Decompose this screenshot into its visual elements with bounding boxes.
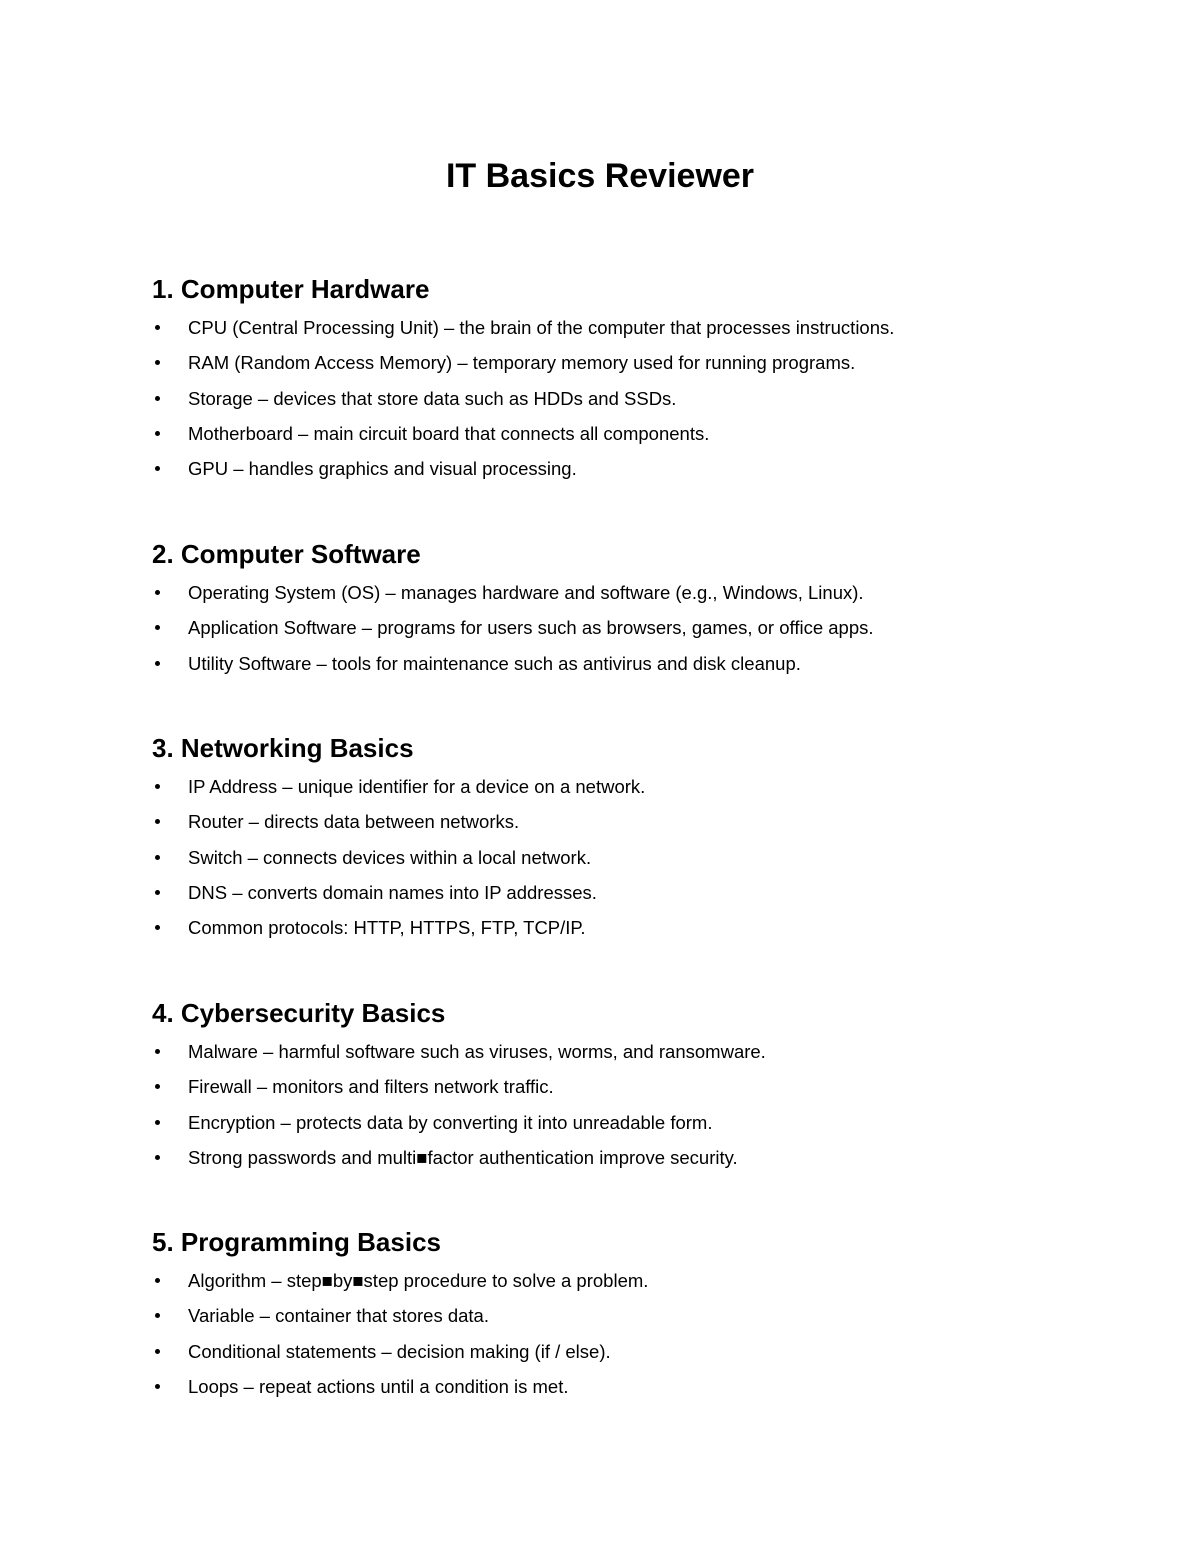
bullet-icon	[155, 1120, 160, 1125]
bullet-icon	[155, 1313, 160, 1318]
list-item-text: DNS – converts domain names into IP addresses.	[188, 881, 597, 903]
bullet-icon	[155, 1155, 160, 1160]
bullet-icon	[155, 396, 160, 401]
list-item	[152, 769, 1112, 804]
list-item	[152, 416, 1112, 451]
bullet-icon	[155, 325, 160, 330]
bullet-list	[152, 1034, 1112, 1175]
bullet-icon	[155, 661, 160, 666]
list-item-text: Strong passwords and multi■factor authentication improve security.	[188, 1146, 738, 1168]
section-networking-basics	[152, 731, 1112, 945]
list-item	[152, 381, 1112, 416]
bullet-icon	[155, 1384, 160, 1389]
list-item-text: CPU (Central Processing Unit) – the brain of the computer that processes instructions.	[188, 317, 895, 338]
bullet-icon	[155, 855, 160, 860]
section-heading: 4. Cybersecurity Basics	[152, 998, 446, 1028]
list-item-text: IP Address – unique identifier for a device on a network.	[188, 776, 646, 797]
list-item	[152, 840, 1112, 875]
bullet-icon	[155, 625, 160, 630]
list-item	[152, 1105, 1112, 1140]
bullet-icon	[155, 784, 160, 789]
list-item-text: Router – directs data between networks.	[188, 811, 520, 833]
list-item-text: GPU – handles graphics and visual processing.	[188, 458, 577, 480]
list-item	[152, 1369, 1112, 1404]
bullet-list	[152, 310, 1112, 486]
list-item	[152, 451, 1112, 486]
list-item	[152, 646, 1112, 681]
bullet-icon	[155, 431, 160, 436]
list-item-text: Common protocols: HTTP, HTTPS, FTP, TCP/IP.	[188, 917, 586, 939]
list-item-text: RAM (Random Access Memory) – temporary memory used for running programs.	[188, 352, 856, 374]
list-item	[152, 345, 1112, 380]
list-item-text: Conditional statements – decision making (if / else).	[188, 1340, 611, 1362]
list-item-text: Switch – connects devices within a local network.	[188, 846, 592, 868]
list-item	[152, 875, 1112, 910]
list-item-text: Loops – repeat actions until a condition is met.	[188, 1375, 569, 1397]
bullet-icon	[155, 360, 160, 365]
section-heading: 3. Networking Basics	[152, 733, 414, 763]
list-item-text: Malware – harmful software such as viruses, worms, and ransomware.	[188, 1041, 766, 1062]
document-title: IT Basics Reviewer	[445, 157, 755, 195]
bullet-icon	[155, 819, 160, 824]
list-item	[152, 1298, 1112, 1333]
list-item	[152, 1334, 1112, 1369]
list-item	[152, 1140, 1112, 1175]
bullet-icon	[155, 1049, 160, 1054]
list-item	[152, 610, 1112, 645]
list-item-text: Utility Software – tools for maintenance such as antivirus and disk cleanup.	[188, 652, 801, 674]
list-item	[152, 1034, 1112, 1069]
section-computer-hardware	[152, 272, 1112, 486]
list-item-text: Variable – container that stores data.	[188, 1305, 489, 1327]
section-heading: 1. Computer Hardware	[152, 274, 430, 304]
list-item-text: Operating System (OS) – manages hardware and software (e.g., Windows, Linux).	[188, 582, 864, 603]
bullet-icon	[155, 1278, 160, 1283]
list-item-text: Encryption – protects data by converting it into unreadable form.	[188, 1111, 713, 1133]
list-item	[152, 310, 1112, 345]
bullet-list	[152, 769, 1112, 945]
bullet-icon	[155, 466, 160, 471]
list-item-text: Firewall – monitors and filters network traffic.	[188, 1076, 554, 1098]
bullet-icon	[155, 590, 160, 595]
bullet-icon	[155, 890, 160, 895]
list-item-text: Storage – devices that store data such as HDDs and SSDs.	[188, 387, 677, 409]
section-cybersecurity-basics	[152, 996, 1112, 1175]
section-heading: 5. Programming Basics	[152, 1227, 441, 1257]
section-computer-software	[152, 537, 1112, 681]
bullet-icon	[155, 1084, 160, 1089]
section-heading: 2. Computer Software	[152, 539, 421, 569]
bullet-list	[152, 1263, 1112, 1404]
list-item	[152, 575, 1112, 610]
list-item	[152, 804, 1112, 839]
bullet-list	[152, 575, 1112, 681]
list-item	[152, 1263, 1112, 1298]
list-item	[152, 1069, 1112, 1104]
list-item-text: Application Software – programs for users such as browsers, games, or office apps.	[188, 617, 874, 639]
list-item	[152, 910, 1112, 945]
list-item-text: Algorithm – step■by■step procedure to solve a problem.	[188, 1270, 649, 1291]
bullet-icon	[155, 925, 160, 930]
section-programming-basics	[152, 1225, 1112, 1404]
list-item-text: Motherboard – main circuit board that connects all components.	[188, 422, 710, 444]
bullet-icon	[155, 1349, 160, 1354]
